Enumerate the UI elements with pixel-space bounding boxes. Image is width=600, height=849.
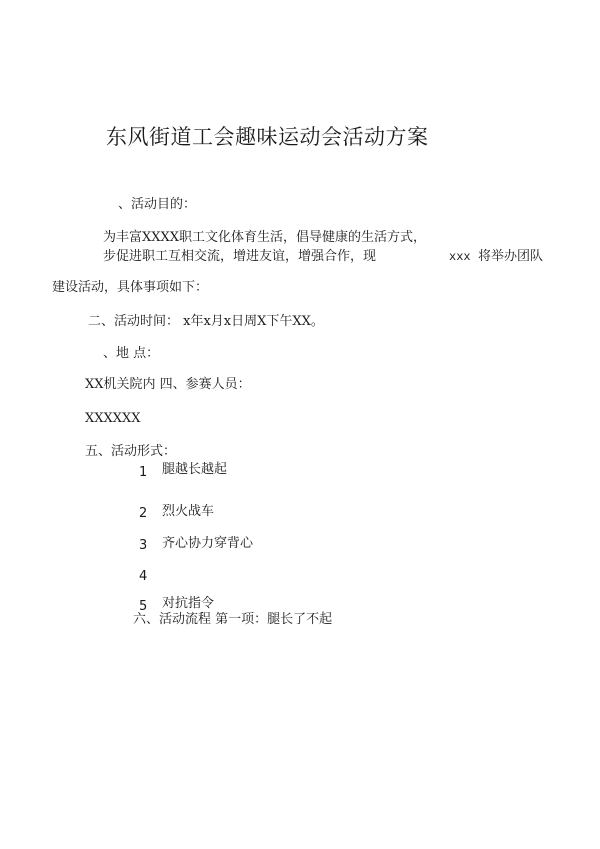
section3-location-and-section4-heading: XX机关院内 四、参赛人员：	[85, 377, 251, 392]
activity-number: 3	[139, 538, 148, 553]
activity-number: 1	[139, 465, 148, 480]
activity-number: 5	[139, 599, 148, 614]
activity-label: 齐心协力穿背心	[162, 536, 254, 551]
section1-line3: 建设活动，具体事项如下：	[52, 280, 209, 295]
activity-number: 2	[139, 506, 148, 521]
document-title: 东风街道工会趣味运动会活动方案	[106, 125, 429, 149]
section4-participants: XXXXXX	[85, 411, 141, 426]
section6-process: 六、活动流程 第一项：腿长了不起	[133, 612, 333, 627]
section1-line2: 步促进职工互相交流，增进友谊，增强合作，现	[103, 249, 377, 264]
activity-label: 对抗指令	[162, 596, 215, 611]
section1-line1: 为丰富XXXX职工文化体育生活，倡导健康的生活方式，	[103, 230, 427, 245]
section1-line2-end: 将举办团队	[478, 249, 544, 264]
section2-time: 二、活动时间： x年x月x日周X下午XX。	[88, 314, 324, 329]
section1-heading: 、活动目的：	[118, 197, 197, 212]
section5-heading: 五、活动形式：	[85, 444, 177, 459]
activity-label: 烈火战车	[162, 504, 215, 519]
activity-label: 腿越长越起	[162, 462, 228, 477]
section3-heading: 、地 点：	[103, 346, 160, 361]
section1-line2-org: xxx	[449, 250, 471, 264]
activity-number: 4	[139, 569, 148, 584]
